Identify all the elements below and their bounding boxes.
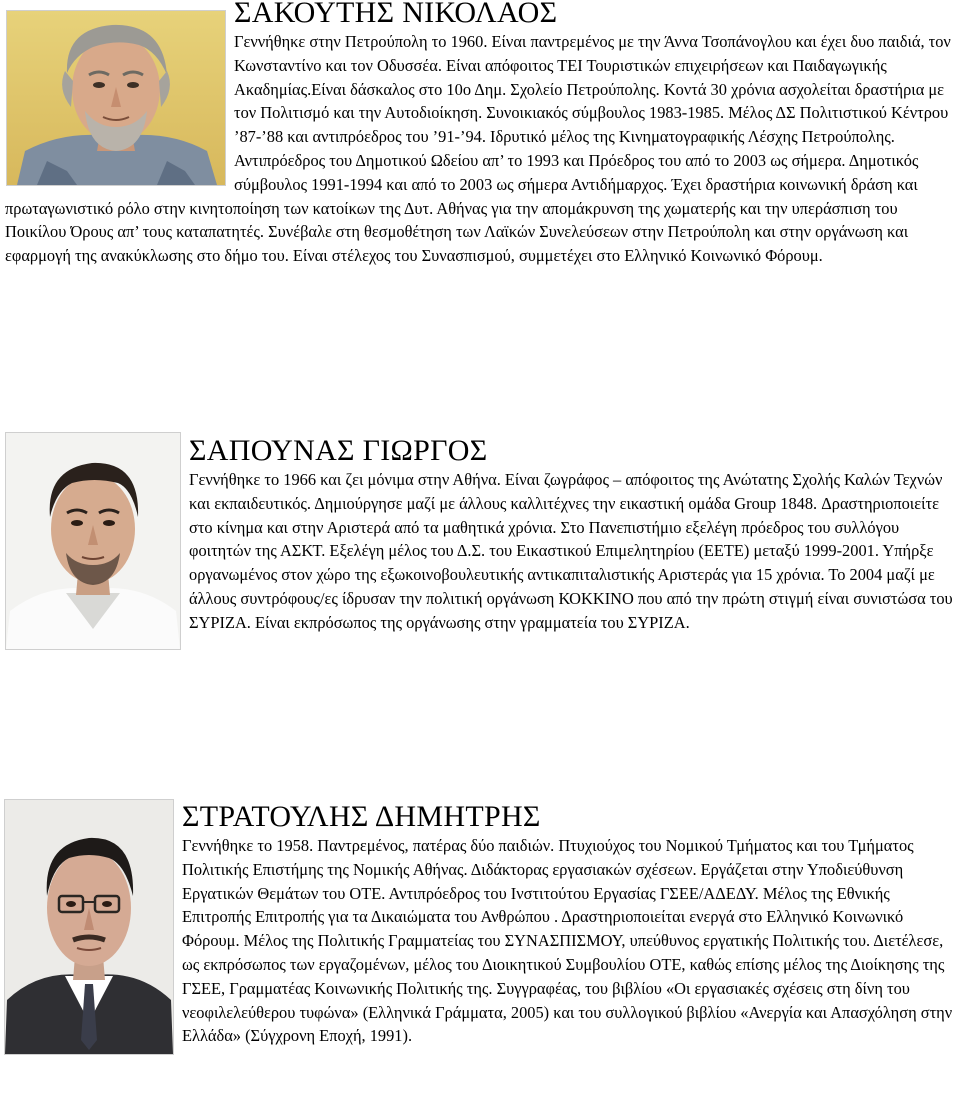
profile-sapounas — [0, 428, 960, 654]
profile-name: ΣΑΠΟΥΝΑΣ ΓΙΩΡΓΟΣ — [189, 434, 488, 467]
profile-name: ΣΤΡΑΤΟΥΛΗΣ ΔΗΜΗΤΡΗΣ — [182, 800, 541, 833]
profile-bio: Γεννήθηκε στην Πετρούπολη το 1960. Είναι παντρεμένος με την Άννα Τσοπάνογλου και έχει δυο παιδιά, τον Κωνσταντίνο και τον Οδυσσέα. Είναι απόφοιτος ΤΕΙ Τουριστικών επιχειρήσεων και Παιδαγωγικής Ακαδημίας.Είναι δάσκαλος στο 10ο Δημ. Σχολείο Πετρούπολης. Κοντά 30 χρόνια ασχολείται δραστήρια με τον Πολιτισμό και την Αυτοδιοίκηση. Συνοικιακός σύμβουλος 1983-1985. Μέλος ΔΣ Πολιτιστικού Κέντρου ’87-’88 και αντιπρόεδρος του ’91-’94. Ιδρυτικό μέλος της Κινηματογραφικής Λέσχης Πετρούπολης. Αντιπρόεδρος του Δημοτικού Ωδείου απ’ το 1993 και Πρόεδρος του από το 2003 ως σήμερα. Δημοτικός σύμβουλος 1991-1994 και από το 2003 ως σήμερα Αντιδήμαρχος. Έχει δραστήρια κοινωνική δράση και πρωταγωνιστικό ρόλο στην κινητοποίηση των κατοίκων της Δυτ. Αθήνας για την απομάκρυνση της χωματερής και την υπεράσπιση του Ποικίλου Όρους απ’ τους καταπατητές. Συνέβαλε στη θεσμοθέτηση των Λαϊκών Συνελεύσεων στην Πετρούπολη και στην οργάνωση και εφαρμογή της ανακύκλωσης στο δήμο του. Είναι στέλεχος του Συνασπισμού, συμμετέχει στο Ελληνικό Κοινωνικό Φόρουμ. — [5, 32, 951, 266]
profile-sakoutis — [0, 0, 960, 268]
portrait-photo-sakoutis — [6, 10, 226, 186]
portrait-photo-sapounas — [5, 432, 181, 650]
profile-stratoulis — [0, 795, 960, 1059]
profile-bio: Γεννήθηκε το 1958. Παντρεμένος, πατέρας δύο παιδιών. Πτυχιούχος του Νομικού Τμήματος και του Τμήματος Πολιτικής Επιστήμης της Νομικής Αθήνας. Διδάκτορας εργασιακών σχέσεων. Εργάζεται στην Υποδιεύθυνση Εργατικών Θεμάτων του ΟΤΕ. Αντιπρόεδρος του Ινστιτούτου Εργασίας ΓΣΕΕ/ΑΔΕΔΥ. Μέλος της Εθνικής Επιτροπής Επιτροπής για τα Δικαιώματα του Ανθρώπου . Δραστηριοποιείται ενεργά στο Ελληνικό Κοινωνικό Φόρουμ. Μέλος της Πολιτικής Γραμματείας του ΣΥΝΑΣΠΙΣΜΟΥ, υπεύθυνος εργατικής Πολιτικής του. Διετέλεσε, ως εκπρόσωπος των εργαζομένων, μέλος του Διοικητικού Συμβουλίου ΟΤΕ, καθώς επίσης μέλος της Διοίκησης της ΓΣΕΕ, Γραμματέας Κοινωνικής Πολιτικής της. Συγγραφέας, του βιβλίου «Οι εργασιακές σχέσεις στη δίνη του νεοφιλελεύθερου τυφώνα» (Ελληνικά Γράμματα, 2005) και του συλλογικού βιβλίου «Ανεργία και Απασχόληση στην Ελλάδα» (Σύγχρονη Εποχή, 1991). — [182, 836, 953, 1046]
profile-name: ΣΑΚΟΥΤΗΣ ΝΙΚΟΛΑΟΣ — [234, 0, 558, 29]
profile-bio: Γεννήθηκε το 1966 και ζει μόνιμα στην Αθήνα. Είναι ζωγράφος – απόφοιτος της Ανώτατης Σχολής Καλών Τεχνών και εκπαιδευτικός. Δημιούργησε μαζί με άλλους καλλιτέχνες την εικαστική ομάδα Group 1848. Δραστηριοποιείτε στο κίνημα και στην Αριστερά από τα μαθητικά χρόνια. Στο Πανεπιστήμιο εξελέγη πρόεδρος του συλλόγου φοιτητών της ΑΣΚΤ. Εξελέγη μέλος του Δ.Σ. του Εικαστικού Επιμελητηρίου (ΕΕΤΕ) μεταξύ 1999-2001. Υπήρξε οργανωμένος στον χώρο της εξωκοινοβουλευτικής αντικαπιταλιστικής Αριστεράς για 15 χρόνια. Το 2004 μαζί με άλλους συντρόφους/ες ίδρυσαν την πολιτική οργάνωση ΚΟΚΚΙΝΟ που από την πρώτη στιγμή είναι συνιστώσα του ΣΥΡΙΖΑ. Είναι εκπρόσωπος της οργάνωσης στην γραμματεία του ΣΥΡΙΖΑ. — [189, 470, 953, 632]
portrait-photo-stratoulis — [4, 799, 174, 1055]
